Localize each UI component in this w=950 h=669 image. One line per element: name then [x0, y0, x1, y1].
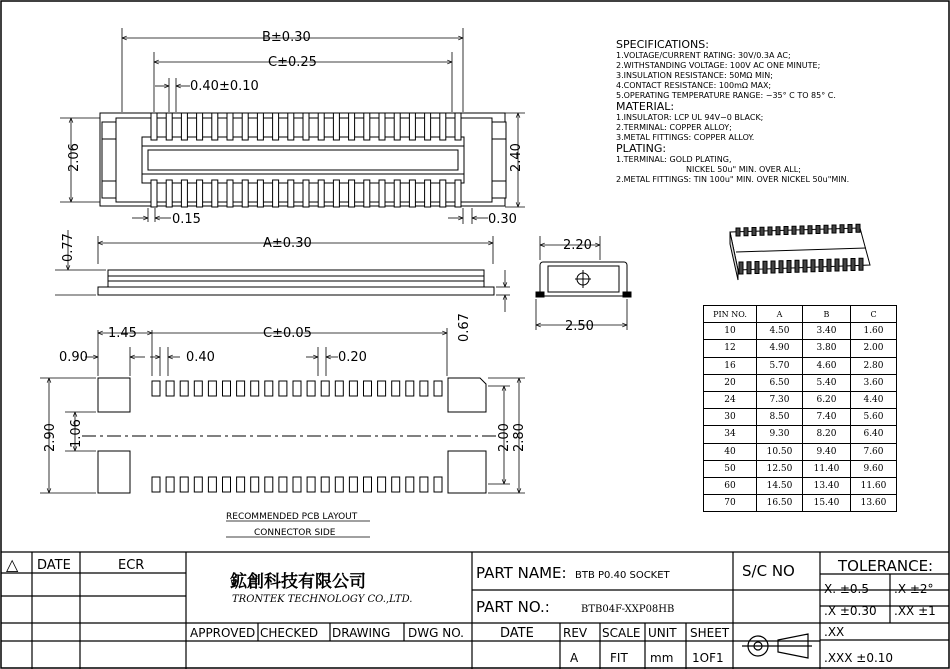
table-cell: 13.60	[851, 495, 897, 512]
iso-pin	[739, 262, 743, 274]
iso-pin	[803, 260, 807, 272]
dim-2-90: 2.90	[43, 423, 58, 452]
pcb-pad	[420, 381, 428, 396]
rev-label: REV	[563, 626, 588, 640]
table-cell: 4.90	[757, 340, 803, 357]
dim-2-00: 2.00	[497, 423, 512, 452]
pcb-pad	[307, 381, 315, 396]
table-cell: 12	[704, 340, 757, 357]
dim-0-77: 0.77	[61, 233, 76, 262]
terminal-pin	[425, 180, 431, 207]
checked-label: CHECKED	[260, 626, 319, 640]
pcb-pad	[392, 477, 400, 492]
tb-ecr: ECR	[118, 558, 145, 573]
terminal-pin	[166, 180, 172, 207]
col-header: C	[851, 306, 897, 323]
material-item: 1.INSULATOR: LCP UL 94V−0 BLACK;	[616, 113, 764, 122]
iso-pin	[800, 226, 804, 234]
pcb-pad	[180, 477, 188, 492]
pcb-pad	[152, 477, 160, 492]
rev-value: A	[570, 651, 579, 665]
dim-pitch: 0.40±0.10	[190, 79, 259, 94]
spec-item: 5.OPERATING TEMPERATURE RANGE: −35° C TO 85° C.	[616, 91, 836, 100]
table-cell: 2.80	[851, 357, 897, 374]
table-cell: 7.60	[851, 443, 897, 460]
table-cell: 70	[704, 495, 757, 512]
pcb-pad	[194, 381, 202, 396]
dim-2-06: 2.06	[67, 143, 82, 172]
dim-B: B±0.30	[262, 30, 311, 45]
table-cell: 6.20	[803, 391, 851, 408]
table-cell: 3.60	[851, 374, 897, 391]
pcb-pad	[349, 477, 357, 492]
top-view	[100, 113, 506, 207]
table-cell: 4.60	[803, 357, 851, 374]
spec-item: 2.WITHSTANDING VOLTAGE: 100V AC ONE MINUTE;	[616, 61, 821, 70]
pin-table-header	[704, 306, 897, 323]
pcb-pad	[420, 477, 428, 492]
table-cell: 2.00	[851, 340, 897, 357]
table-row	[704, 323, 897, 340]
table-row	[704, 409, 897, 426]
terminal-pin	[212, 113, 218, 140]
table-cell: 40	[704, 443, 757, 460]
iso-pin	[816, 226, 820, 234]
table-cell: 16	[704, 357, 757, 374]
pcb-pad	[166, 381, 174, 396]
pcb-pad	[307, 477, 315, 492]
pcb-pad	[237, 381, 245, 396]
table-cell: 9.30	[757, 426, 803, 443]
table-row	[704, 391, 897, 408]
iso-pin	[856, 224, 860, 232]
dim-2-80: 2.80	[512, 423, 527, 452]
pcb-pad	[364, 381, 372, 396]
table-cell: 13.40	[803, 477, 851, 494]
pcb-pad	[349, 381, 357, 396]
table-cell: 7.40	[803, 409, 851, 426]
table-row	[704, 340, 897, 357]
pcb-pad	[208, 477, 216, 492]
dim-0-40: 0.40	[186, 350, 215, 365]
terminal-pin	[166, 113, 172, 140]
table-cell: 5.60	[851, 409, 897, 426]
material-item: 2.TERMINAL: COPPER ALLOY;	[616, 123, 732, 132]
col-header: A	[757, 306, 803, 323]
drawing-label: DRAWING	[332, 626, 391, 640]
pcb-pad	[223, 381, 231, 396]
terminal-pin	[197, 180, 203, 207]
pcb-layout	[82, 378, 500, 493]
projection-symbol	[742, 634, 812, 658]
terminal-pin	[181, 180, 187, 207]
pcb-pad	[180, 381, 188, 396]
table-cell: 16.50	[757, 495, 803, 512]
col-header: PIN NO.	[704, 306, 757, 323]
table-cell: 6.50	[757, 374, 803, 391]
table-cell: 9.40	[803, 443, 851, 460]
table-row	[704, 460, 897, 477]
pcb-pad	[251, 381, 259, 396]
iso-pin	[832, 225, 836, 233]
table-cell: 60	[704, 477, 757, 494]
table-row	[704, 443, 897, 460]
terminal-pin	[409, 113, 415, 140]
front-view	[98, 270, 494, 295]
dim-A: A±0.30	[263, 236, 312, 251]
tol-6: .XXX ±0.10	[824, 651, 894, 665]
iso-pin	[771, 261, 775, 273]
part-no: BTB04F-XXP08HB	[581, 604, 675, 615]
terminal-pin	[288, 180, 294, 207]
iso-pin	[792, 226, 796, 234]
iso-pin	[795, 260, 799, 272]
terminal-pin	[227, 180, 233, 207]
plating-item: NICKEL 50u" MIN. OVER ALL;	[686, 165, 801, 174]
pcb-pad	[364, 477, 372, 492]
iso-pin	[848, 225, 852, 233]
pcb-pad	[378, 477, 386, 492]
dim-0-20: 0.20	[338, 350, 367, 365]
pcb-pad	[378, 381, 386, 396]
iso-pin	[747, 262, 751, 274]
terminal-pin	[455, 113, 461, 140]
table-cell: 14.50	[757, 477, 803, 494]
part-name: BTB P0.40 SOCKET	[575, 570, 670, 581]
dim-1-06: 1.06	[69, 419, 84, 448]
terminal-pin	[227, 113, 233, 140]
spec-title: SPECIFICATIONS:	[616, 38, 709, 51]
terminal-pin	[333, 180, 339, 207]
table-cell: 7.30	[757, 391, 803, 408]
company-name-en: TRONTEK TECHNOLOGY CO.,LTD.	[232, 594, 413, 605]
scale-label: SCALE	[602, 626, 641, 640]
iso-pin	[824, 225, 828, 233]
iso-pin	[763, 261, 767, 273]
table-cell: 9.60	[851, 460, 897, 477]
pcb-pad	[279, 477, 287, 492]
sc-no: S/C NO	[742, 562, 795, 580]
iso-pin	[752, 228, 756, 236]
terminal-pin	[273, 180, 279, 207]
dwg-no-label: DWG NO.	[408, 626, 464, 640]
table-cell: 10.50	[757, 443, 803, 460]
pcb-pad	[434, 381, 442, 396]
rev-triangle: △	[6, 555, 19, 574]
pcb-pad	[223, 477, 231, 492]
table-row	[704, 495, 897, 512]
pcb-pad	[152, 381, 160, 396]
dim-2-40: 2.40	[509, 143, 524, 172]
terminal-pin	[364, 180, 370, 207]
pcb-pad	[335, 381, 343, 396]
table-row	[704, 374, 897, 391]
side-view	[536, 262, 631, 297]
table-cell: 10	[704, 323, 757, 340]
pcb-pad	[265, 381, 273, 396]
terminal-pin	[394, 180, 400, 207]
iso-pin	[808, 226, 812, 234]
terminal-pin	[288, 113, 294, 140]
terminal-pin	[242, 180, 248, 207]
iso-pin	[827, 259, 831, 271]
pcb-pad	[293, 477, 301, 492]
table-cell: 12.50	[757, 460, 803, 477]
table-cell: 8.20	[803, 426, 851, 443]
terminal-pin	[379, 180, 385, 207]
terminal-pin	[409, 180, 415, 207]
pcb-pad	[293, 381, 301, 396]
iso-pin	[851, 259, 855, 271]
table-cell: 24	[704, 391, 757, 408]
dim-0-15: 0.15	[172, 212, 201, 227]
approved-label: APPROVED	[190, 626, 256, 640]
iso-pin	[760, 227, 764, 235]
table-cell: 8.50	[757, 409, 803, 426]
table-row	[704, 357, 897, 374]
specifications-block	[616, 39, 946, 185]
terminal-pin	[273, 113, 279, 140]
table-cell: 11.60	[851, 477, 897, 494]
terminal-pin	[197, 113, 203, 140]
iso-pin	[859, 258, 863, 270]
pcb-pad	[321, 381, 329, 396]
pcb-dims	[40, 328, 525, 493]
pcb-pad	[392, 381, 400, 396]
pcb-pad	[166, 477, 174, 492]
iso-pin	[787, 261, 791, 273]
terminal-pin	[151, 180, 157, 207]
iso-pin	[755, 262, 759, 274]
table-cell: 30	[704, 409, 757, 426]
terminal-pin	[425, 113, 431, 140]
pcb-caption-2: CONNECTOR SIDE	[254, 528, 336, 538]
table-cell: 20	[704, 374, 757, 391]
dim-0-90: 0.90	[59, 350, 88, 365]
pcb-pad	[335, 477, 343, 492]
iso-pin	[736, 228, 740, 236]
terminal-pin	[455, 180, 461, 207]
iso-pin	[840, 225, 844, 233]
table-cell: 15.40	[803, 495, 851, 512]
tol-2: .X ±2°	[894, 582, 934, 596]
terminal-pin	[318, 113, 324, 140]
tol-4: .XX ±1	[894, 604, 936, 618]
dim-1-45: 1.45	[108, 326, 137, 341]
terminal-pin	[349, 113, 355, 140]
pcb-pad	[434, 477, 442, 492]
terminal-pin	[440, 113, 446, 140]
terminal-pin	[181, 113, 187, 140]
iso-pin	[768, 227, 772, 235]
terminal-pin	[440, 180, 446, 207]
company-name-cn: 鉱創科技有限公司	[230, 572, 366, 592]
sheet-value: 1OF1	[692, 651, 724, 665]
unit-label: UNIT	[648, 626, 677, 640]
dim-C-top: C±0.25	[268, 55, 317, 70]
pcb-pad	[208, 381, 216, 396]
pcb-pad	[406, 381, 414, 396]
table-cell: 4.40	[851, 391, 897, 408]
top-pins-lower	[151, 180, 461, 207]
plating-item: 2.METAL FITTINGS: TIN 100u" MIN. OVER NICKEL 50u"MIN.	[616, 175, 850, 184]
pcb-pad	[321, 477, 329, 492]
top-pins-upper	[151, 113, 461, 140]
tol-5: .XX	[824, 625, 845, 639]
table-cell: 5.70	[757, 357, 803, 374]
iso-pin	[843, 259, 847, 271]
tol-3: .X ±0.30	[824, 604, 877, 618]
iso-pin	[819, 260, 823, 272]
terminal-pin	[151, 113, 157, 140]
table-row	[704, 477, 897, 494]
material-item: 3.METAL FITTINGS: COPPER ALLOY.	[616, 133, 755, 142]
tolerance-label: TOLERANCE:	[838, 557, 934, 575]
pcb-pad	[279, 381, 287, 396]
iso-pin	[835, 259, 839, 271]
terminal-pin	[303, 180, 309, 207]
col-header: B	[803, 306, 851, 323]
terminal-pin	[364, 113, 370, 140]
pcb-pad	[194, 477, 202, 492]
pcb-pad	[406, 477, 414, 492]
table-cell: 5.40	[803, 374, 851, 391]
plating-item: 1.TERMINAL: GOLD PLATING,	[616, 155, 732, 164]
iso-pin	[811, 260, 815, 272]
terminal-pin	[318, 180, 324, 207]
pin-dimension-table	[703, 305, 897, 512]
terminal-pin	[333, 113, 339, 140]
terminal-pin	[349, 180, 355, 207]
pcb-pad	[265, 477, 273, 492]
dim-2-50: 2.50	[565, 319, 594, 334]
table-cell: 4.50	[757, 323, 803, 340]
terminal-pin	[394, 113, 400, 140]
table-cell: 6.40	[851, 426, 897, 443]
iso-pin	[744, 228, 748, 236]
spec-item: 4.CONTACT RESISTANCE: 100mΩ MAX;	[616, 81, 772, 90]
dim-2-20: 2.20	[563, 238, 592, 253]
plating-title: PLATING:	[616, 142, 667, 155]
iso-pin	[776, 227, 780, 235]
terminal-pin	[379, 113, 385, 140]
table-cell: 50	[704, 460, 757, 477]
terminal-pin	[212, 180, 218, 207]
dim-C-pcb: C±0.05	[263, 326, 312, 341]
tb-date: DATE	[37, 558, 71, 573]
unit-value: mm	[650, 651, 674, 665]
table-row	[704, 426, 897, 443]
terminal-pin	[257, 113, 263, 140]
part-no-label: PART NO.:	[476, 598, 550, 616]
dim-0-67: 0.67	[457, 313, 472, 342]
pcb-pad	[251, 477, 259, 492]
pcb-caption-1: RECOMMENDED PCB LAYOUT	[226, 512, 358, 522]
sheet-label: SHEET	[690, 626, 730, 640]
table-cell: 3.40	[803, 323, 851, 340]
scale-value: FIT	[610, 651, 628, 665]
tol-1: X. ±0.5	[824, 582, 869, 596]
table-cell: 3.80	[803, 340, 851, 357]
table-cell: 34	[704, 426, 757, 443]
terminal-pin	[242, 113, 248, 140]
table-cell: 1.60	[851, 323, 897, 340]
terminal-pin	[303, 113, 309, 140]
terminal-pin	[257, 180, 263, 207]
iso-pin	[779, 261, 783, 273]
iso-view	[730, 224, 870, 280]
table-cell: 11.40	[803, 460, 851, 477]
spec-item: 3.INSULATION RESISTANCE: 50MΩ MIN;	[616, 71, 773, 80]
pcb-pad	[237, 477, 245, 492]
date-label: DATE	[500, 626, 534, 641]
spec-item: 1.VOLTAGE/CURRENT RATING: 30V/0.3A AC;	[616, 51, 791, 60]
dim-0-30: 0.30	[488, 212, 517, 227]
material-title: MATERIAL:	[616, 100, 675, 113]
part-name-label: PART NAME:	[476, 564, 567, 582]
iso-pin	[784, 227, 788, 235]
